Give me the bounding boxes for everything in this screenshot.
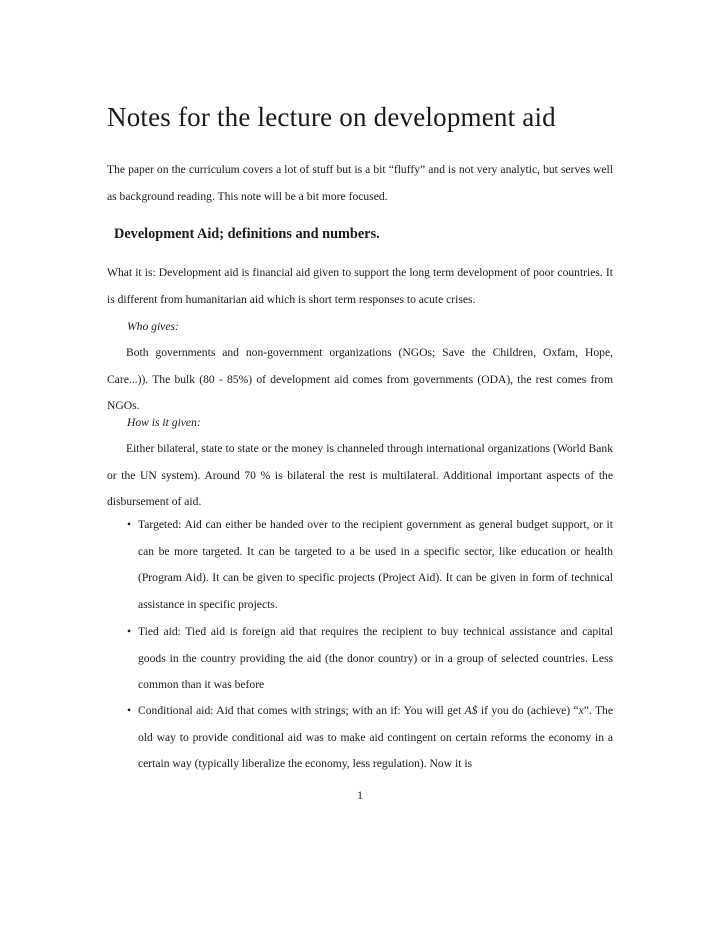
bullet-text-part: Conditional aid: Aid that comes with strings; with an if: You will get [138,704,465,717]
aid-amount-symbol: A$ [464,704,478,717]
bullet-dot: • [127,704,132,717]
bullet-item-targeted [107,512,613,618]
intro-paragraph: The paper on the curriculum covers a lot of stuff but is a bit “fluffy” and is not very analytic, but serves well as background reading. This note will be a bit more focused. [107,163,613,203]
how-given-label: How is it given: [127,416,201,429]
page-number: 1 [357,789,363,802]
bullet-text: Targeted: Aid can either be handed over to the recipient government as general budget support, or it can be more targeted. It can be targeted to a be used in a specific sector, like education or health (Program Aid). It can be given to specific projects (Project Aid). It can be given in form of technical assistance in specific projects. [138,518,613,611]
bullet-item-tied-aid [107,619,613,699]
section-heading: Development Aid; definitions and numbers. [114,226,380,242]
who-gives-label: Who gives: [127,320,179,333]
bullet-item-conditional-aid [107,698,613,778]
document-title: Notes for the lecture on development aid [107,102,556,132]
what-it-is-paragraph: What it is: Development aid is financial aid given to support the long term development of poor countries. It is different from humanitarian aid which is short term responses to acute crises. [107,266,613,306]
bullet-text: Tied aid: Tied aid is foreign aid that requires the recipient to buy technical assistance and capital goods in the country providing the aid (the donor country) or in a group of selected countries. Less common than it was before [138,625,613,691]
who-gives-paragraph: Both governments and non-government organizations (NGOs; Save the Children, Oxfam, Hope, Care...)). The bulk (80 - 85%) of development aid comes from governments (ODA), the rest comes from NGOs. [107,346,613,412]
bullet-dot: • [127,625,132,638]
math-variable: x [578,704,584,717]
bullet-dot: • [127,518,132,531]
how-given-paragraph: Either bilateral, state to state or the money is channeled through international organizations (World Bank or the UN system). Around 70 % is bilateral the rest is multilateral. Additional important aspects of the disbursement of aid. [107,442,613,508]
bullet-text-part: ”. The old way to provide conditional aid was to make aid contingent on certain reforms the economy in a certain way (typically liberalize the economy, less regulation). Now it is [138,704,613,770]
bullet-text [138,698,613,778]
bullet-text-part: if you do (achieve) “ [477,704,579,717]
